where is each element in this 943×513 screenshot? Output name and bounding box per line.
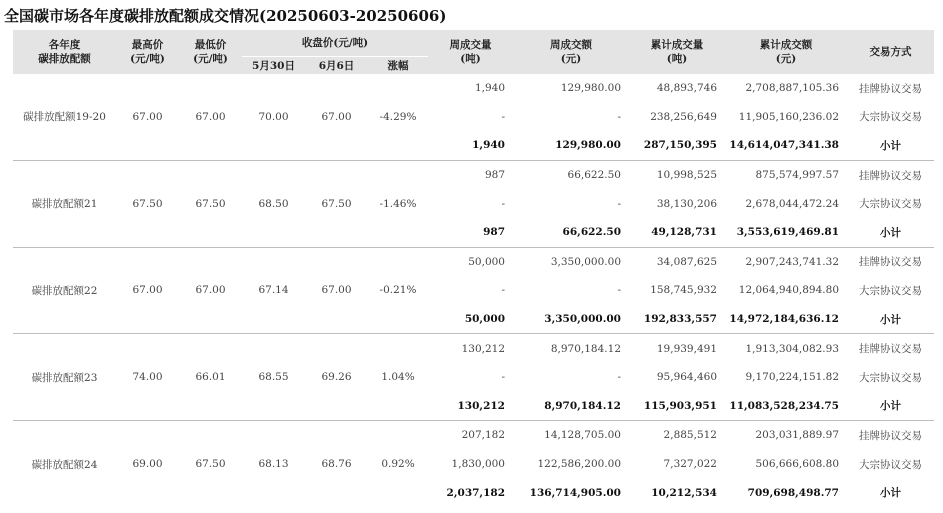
- table-body: [13, 74, 934, 507]
- cum-amount: 2,678,044,472.24: [745, 197, 839, 210]
- week-volume: -: [501, 371, 505, 384]
- week-amount: 8,970,184.12: [550, 342, 621, 355]
- cum-volume: 38,130,206: [656, 197, 717, 210]
- cum-amount: 2,708,887,105.36: [745, 82, 839, 95]
- close-may30: 68.55: [242, 334, 305, 421]
- close-may30: 68.50: [242, 160, 305, 247]
- header-cum-volume: 累计成交量 (吨): [629, 30, 725, 74]
- week-amount: -: [617, 110, 621, 123]
- week-volume: -: [501, 197, 505, 210]
- low-price: 67.00: [179, 74, 242, 160]
- table-row: [13, 421, 934, 450]
- carbon-trading-table: [13, 30, 934, 507]
- week-volume: -: [501, 284, 505, 297]
- cum-amount: 11,083,528,234.75: [725, 392, 847, 421]
- high-price: 67.50: [116, 160, 179, 247]
- table-row: [13, 160, 934, 189]
- low-price: 67.50: [179, 160, 242, 247]
- week-amount: 14,128,705.00: [544, 429, 621, 442]
- header-method: 交易方式: [847, 30, 934, 74]
- week-volume: 987: [484, 169, 505, 182]
- week-volume: 130,212: [428, 392, 513, 421]
- cum-volume: 238,256,649: [650, 110, 717, 123]
- header-cum-amount: 累计成交额 (元): [725, 30, 847, 74]
- week-volume: 1,830,000: [451, 458, 505, 471]
- cum-amount: 9,170,224,151.82: [745, 371, 839, 384]
- trade-method: 挂牌协议交易: [859, 82, 922, 95]
- cum-amount: 709,698,498.77: [747, 486, 839, 499]
- trade-method: 小计: [847, 218, 934, 247]
- trade-method: 小计: [847, 392, 934, 421]
- close-jun6: 67.50: [305, 160, 368, 247]
- cum-volume: 115,903,951: [629, 392, 725, 421]
- week-amount: 8,970,184.12: [513, 392, 629, 421]
- high-price: 74.00: [116, 334, 179, 421]
- close-jun6: 68.76: [321, 458, 352, 471]
- week-amount: -: [617, 284, 621, 297]
- cum-amount: 1,913,304,082.93: [745, 342, 839, 355]
- cum-volume: 49,128,731: [629, 218, 725, 247]
- week-volume: -: [501, 110, 505, 123]
- cum-volume: 48,893,746: [656, 82, 717, 95]
- trade-method: 大宗协议交易: [859, 111, 922, 124]
- week-amount: 129,980.00: [513, 131, 629, 160]
- close-may30: 67.14: [242, 247, 305, 334]
- week-volume: 50,000: [468, 255, 505, 268]
- header-close-may30: 5月30日: [242, 57, 305, 75]
- table-header: [13, 30, 934, 74]
- trade-method: 大宗协议交易: [859, 198, 922, 211]
- low-price: 67.50: [195, 458, 226, 471]
- trade-method: 挂牌协议交易: [859, 169, 922, 182]
- week-amount: 3,350,000.00: [550, 255, 621, 268]
- trade-method: 挂牌协议交易: [859, 343, 922, 356]
- cum-volume: 19,939,491: [656, 342, 717, 355]
- price-change: -1.46%: [368, 160, 428, 247]
- cum-amount: 875,574,997.57: [755, 169, 839, 182]
- table-row: [13, 74, 934, 103]
- close-may30: 68.13: [258, 458, 289, 471]
- week-amount: 122,586,200.00: [537, 458, 621, 471]
- cum-amount: 203,031,889.97: [755, 429, 839, 442]
- price-change: -0.21%: [368, 247, 428, 334]
- allowance-name: 碳排放配额24: [31, 458, 98, 471]
- week-amount: 129,980.00: [560, 82, 621, 95]
- price-change: -4.29%: [368, 74, 428, 160]
- week-volume: 1,940: [474, 82, 505, 95]
- cum-volume: 34,087,625: [656, 255, 717, 268]
- week-amount: -: [617, 371, 621, 384]
- trade-method: 大宗协议交易: [859, 371, 922, 384]
- high-price: 67.00: [116, 74, 179, 160]
- cum-volume: 10,998,525: [656, 169, 717, 182]
- week-amount: 136,714,905.00: [529, 486, 621, 499]
- cum-amount: 14,972,184,636.12: [725, 305, 847, 334]
- trade-method: 挂牌协议交易: [859, 256, 922, 269]
- header-week-volume: 周成交量 (吨): [428, 30, 513, 74]
- cum-amount: 3,553,619,469.81: [725, 218, 847, 247]
- week-volume: 50,000: [428, 305, 513, 334]
- cum-volume: 95,964,460: [656, 371, 717, 384]
- header-week-amount: 周成交额 (元): [513, 30, 629, 74]
- low-price: 66.01: [179, 334, 242, 421]
- trade-method: 小计: [847, 131, 934, 160]
- cum-amount: 12,064,940,894.80: [738, 284, 839, 297]
- allowance-name: 碳排放配额21: [13, 160, 116, 247]
- table-row: [13, 247, 934, 276]
- week-amount: 66,622.50: [567, 169, 621, 182]
- price-change: 0.92%: [381, 458, 415, 471]
- cum-amount: 11,905,160,236.02: [738, 110, 839, 123]
- week-amount: 3,350,000.00: [513, 305, 629, 334]
- cum-amount: 506,666,608.80: [755, 458, 839, 471]
- trade-method: 小计: [880, 487, 901, 500]
- close-jun6: 69.26: [305, 334, 368, 421]
- cum-volume: 287,150,395: [629, 131, 725, 160]
- allowance-name: 碳排放配额19-20: [13, 74, 116, 160]
- cum-volume: 192,833,557: [629, 305, 725, 334]
- week-volume: 1,940: [428, 131, 513, 160]
- header-high-price: 最高价 (元/吨): [116, 30, 179, 74]
- allowance-name: 碳排放配额22: [13, 247, 116, 334]
- cum-volume: 158,745,932: [650, 284, 717, 297]
- header-close-jun6: 6月6日: [305, 57, 368, 75]
- cum-amount: 2,907,243,741.32: [745, 255, 839, 268]
- cum-volume: 10,212,534: [651, 486, 717, 499]
- allowance-name: 碳排放配额23: [13, 334, 116, 421]
- high-price: 69.00: [132, 458, 163, 471]
- cum-volume: 7,327,022: [663, 458, 717, 471]
- trade-method: 大宗协议交易: [859, 458, 922, 471]
- week-volume: 987: [428, 218, 513, 247]
- cum-volume: 2,885,512: [663, 429, 717, 442]
- week-volume: 2,037,182: [446, 486, 505, 499]
- header-close-price: 收盘价(元/吨): [242, 30, 428, 57]
- header-low-price: 最低价 (元/吨): [179, 30, 242, 74]
- trade-method: 挂牌协议交易: [859, 429, 922, 442]
- close-may30: 70.00: [242, 74, 305, 160]
- header-year: 各年度 碳排放配额: [13, 30, 116, 74]
- cum-amount: 14,614,047,341.38: [725, 131, 847, 160]
- page-title: 全国碳市场各年度碳排放配额成交情况(20250603-20250606): [4, 7, 447, 25]
- high-price: 67.00: [116, 247, 179, 334]
- week-amount: -: [617, 197, 621, 210]
- week-amount: 66,622.50: [513, 218, 629, 247]
- trade-method: 大宗协议交易: [859, 284, 922, 297]
- week-volume: 130,212: [461, 342, 505, 355]
- low-price: 67.00: [179, 247, 242, 334]
- trade-method: 小计: [847, 305, 934, 334]
- table-row: [13, 334, 934, 363]
- price-change: 1.04%: [368, 334, 428, 421]
- close-jun6: 67.00: [305, 247, 368, 334]
- week-volume: 207,182: [461, 429, 505, 442]
- header-change: 涨幅: [368, 57, 428, 75]
- close-jun6: 67.00: [305, 74, 368, 160]
